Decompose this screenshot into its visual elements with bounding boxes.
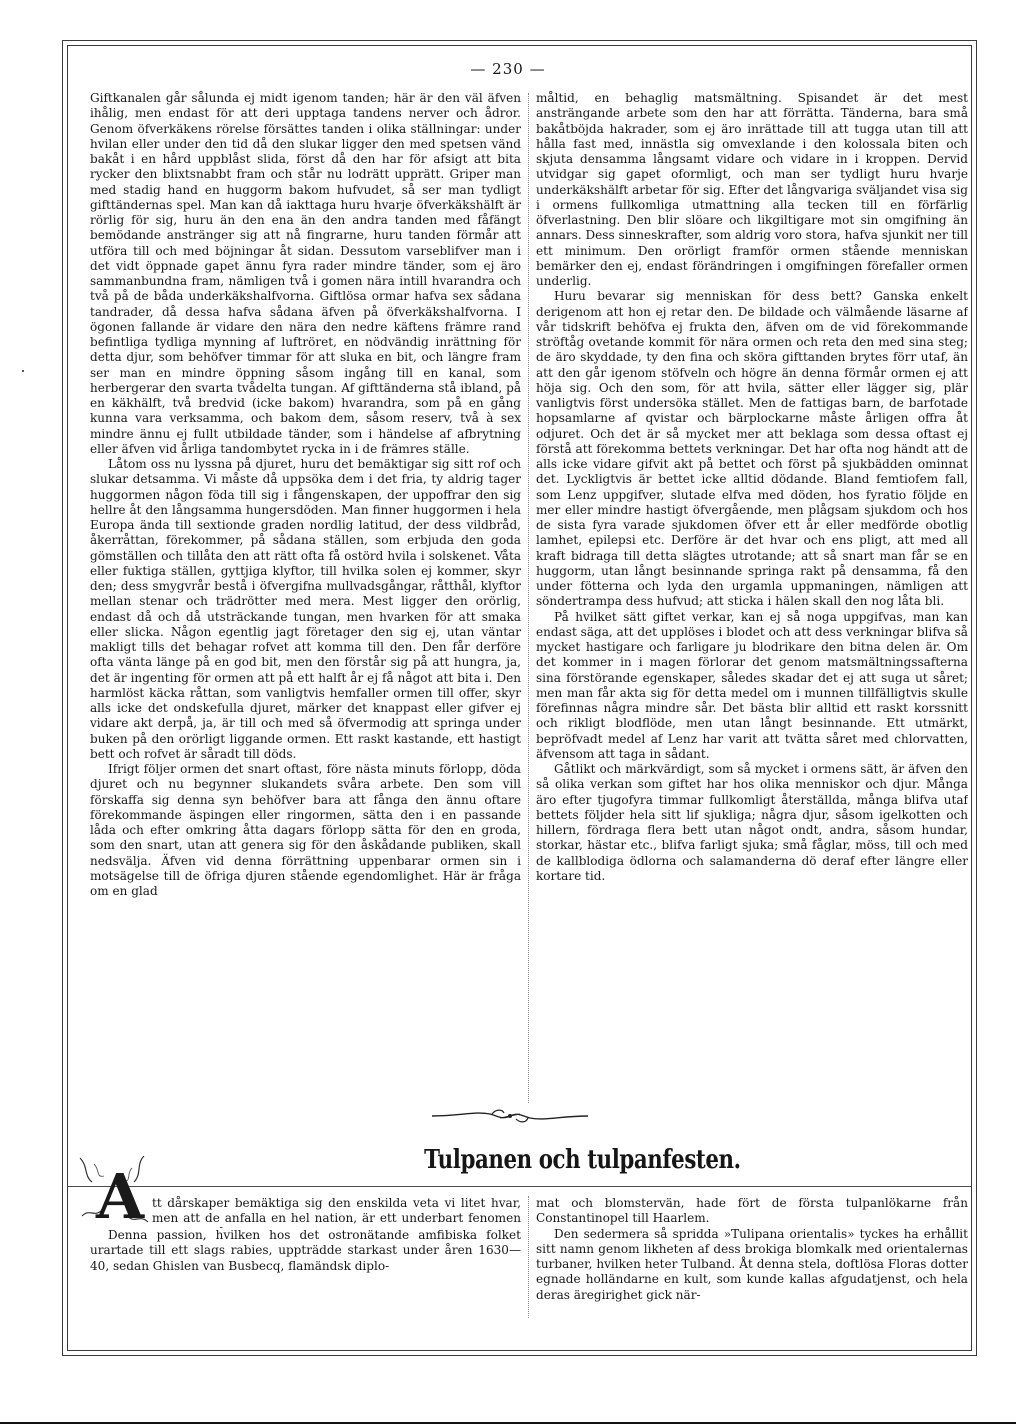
paragraph: Ifrigt följer ormen det snart oftast, före nästa minuts förlopp, döda djuret och nu begynner slukandets svåra arbete. Den som vill förskaffa sig denna syn behöfver bara att fånga den ännu oftare förekommande äspingen eller ringormen, sätta den i en passande låda och efter omkring åtta dagars förlopp sätta för den en groda, som den snart, utan att genera sig för den åskådande publiken, skall nedsvälja. Äfven vid denna förrättning uppenbarar ormen sin i motsägelse till de öfriga djuren stående egendomlighet. Här är fråga om en glad xyxy=(90,762,521,898)
drop-cap-ornament-icon xyxy=(74,1152,156,1232)
paragraph: Denna passion, hvilken hos det ostronätande amfibiska folket urartade till ett slags rabies, uppträdde starkast under åren 1630—40, sedan Ghislen van Busbecq, flamändsk diplo- xyxy=(90,1228,521,1273)
article-left-column xyxy=(90,1228,521,1312)
paragraph: mat och blomstervän, hade fört de första tulpanlökarne från Constantinopel till Haarlem. xyxy=(536,1196,968,1226)
left-column xyxy=(90,91,521,1094)
bottom-edge-rule xyxy=(0,1422,1016,1424)
title-rule xyxy=(67,1186,972,1187)
paragraph: måltid, en behaglig matsmältning. Spisandet är det mest ansträngande arbete som den har att förrätta. Tänderna, bara små bakåtböjda hakrader, som ej äro inrättade till att tugga utan till att hålla fast med, innästla sig omvexlande i den kolossala biten och skjuta densamma långsamt vidare och vidare in i kroppen. Dervid utvidgar sig gapet oformligt, och man ser tydligt huru hvarje underkäkshälft arbetar för sig. Efter det långvariga sväljandet visa sig i ormens fullkomliga utmattning alla tecken till en förfärlig öfverlastning. Den blir slöare och likgiltigare mot sin omgifning än annars. Dess sinneskrafter, som aldrig voro stora, hafva sjunkit ner till ett minimum. Den orörligt framför ormen stående menniskan bemärker den ej, endast förändringen i omgifningen förefaller ormen underlig. xyxy=(536,91,968,288)
paragraph: På hvilket sätt giftet verkar, kan ej så noga uppgifvas, man kan endast säga, att det upplöses i blodet och att dess verkningar blifva så mycket hastigare och farligare ju blodrikare den bitna delen är. Om det kommer in i magen förlorar det genom matsmältningssafterna sina förstörande egenskaper, således skadar det ej att suga ut såret; men man får akta sig för detta medel om i munnen tillfälligtvis skulle förefinnas några mindre sår. Det bästa blir alltid ett raskt korssnitt och rikligt blodflöde, men utan långt besinnande. Ett utmärkt, bepröfvadt medel af Lenz har varit att tvätta såret med chlorvatten, äfvensom att taga in sådant. xyxy=(536,609,968,761)
right-column xyxy=(536,91,968,1121)
article-title: Tulpanen och tulpanfesten. xyxy=(424,1145,741,1175)
svg-text:A: A xyxy=(96,1160,145,1232)
paragraph: Giftkanalen går sålunda ej midt igenom tanden; här är den väl äfven ihålig, men endast för att deri upptaga tandens nerver och ådror. Genom öfverkäkens rörelse försättes tanden i olika ställningar: under hvilan eller under den tid då den slukar ligger den med spetsen vänd bakåt i en hård uppblåst slida, först då den har för afsigt att bita rycker den blixtsnabbt fram och står nu lodrätt upprätt. Griper man med stadig hand en huggorm bakom hufvudet, så ser man tydligt gifttändernas spel. Man kan då iakttaga huru hvarje öfverkäkshälft är rörlig för sig, huru än den ena än den andra tanden med fåfängt bemödande anstränger sig att nå fingrarne, huru tanden förmår att utföra till och med böjningar åt sidan. Dessutom varseblifver man i det vidt öppnade gapet ännu fyra rader mindre tänder, som ej äro sammanbundna fram, nämligen två i gomen nära intill hvarandra och två på de båda underkäkshalfvorna. Giftlösa ormar hafva sex sådana tandrader, då dessa hafva sådana äfven på öfverkäkshalfvorna. I ögonen fallande är vidare den nära den nedre käftens främre rand befintliga tydliga mynning af luftröret, en nödvändig inrättning för detta djur, som behöfver timmar för att sluka en bit, och längre fram ser man en mindre öppning såsom ingång till en kanal, som herbergerar den svarta tvådelta tungan. Af gifttänderna stå ibland, på en käkhälft, två bredvid (icke bakom) hvarandra, som på en gång kunna vara verksamma, och bakom dem, såsom reserv, två à sex mindre ännu ej fullt utbildade tänder, som i händelse af afbrytning eller äfven vid årliga tandombytet rycka in i de främres ställe. xyxy=(90,91,521,456)
column-divider xyxy=(528,1196,529,1318)
page-number: — 230 — xyxy=(470,60,546,78)
article-right-column xyxy=(536,1196,968,1326)
margin-dot xyxy=(22,370,24,372)
paragraph: Låtom oss nu lyssna på djuret, huru det bemäktigar sig sitt rof och slukar detsamma. Vi måste då uppsöka dem i det fria, ty aldrig tager huggormen någon föda till sig i fångenskapen, der uppoffrar den sig hellre åt den långsamma hungersdöden. Man finner huggormen i hela Europa ända till sextionde graden nordlig latitud, der dess vildbråd, åkerråttan, förekommer, på sådana ställen, som erbjuda den goda gömställen och tillåta den att rätt ofta få ostörd hvila i solskenet. Våta eller fuktiga ställen, gyttjiga klyftor, till hvilka solen ej kommer, skyr den; dess smygvrår bestå i öfvergifna mullvadsgångar, råtthål, klyftor mellan stenar och trädrötter med mera. Mest ligger den orörlig, endast då och då utsträckande tungan, men hvarken för att smaka eller slicka. Någon egentlig jagt företager den sig ej, utan väntar makligt tills det behagar rofvet att komma till den. Den får derföre ofta vänta länge på en god bit, men den förstår sig på att hungra, ja, det är ingenting för ormen att på ett halft år ej få något att bita i. Den harmlöst käcka råttan, som vanligtvis hemfaller ormen till offer, skyr alls icke det ondskefulla djuret, märker det knappast eller gifver ej vidare akt derpå, ja, är till och med så öfvermodig att springa under buken på den orörligt liggande ormen. Ett raskt kastande, ett hastigt bett och rofvet är såradt till döds. xyxy=(90,457,521,761)
paragraph: Gåtlikt och märkvärdigt, som så mycket i ormens sätt, är äfven den så olika verkan som giftet har hos olika menniskor och djur. Många äro efter tjugofyra timmar fullkomligt återställda, många blifva utaf bettets följder hela sitt lif sjukliga; några djur, såsom igelkotten och hillern, fördraga flera bett utan något ondt, andra, såsom hundar, storkar, hästar etc., blifva farligt sjuka; små fåglar, möss, till och med de kallblodiga ödlorna och salamanderna dö deraf efter längre eller kortare tid. xyxy=(536,762,968,883)
paragraph: Den sedermera så spridda »Tulipana orientalis» tyckes ha erhållit sitt namn genom likheten af dess brokiga blomkalk med orientalernas turbaner, hvilken heter Tulband. Åt denna stela, doftlösa Floras dotter egnade holländarne en kult, som kunde kallas afgudatjenst, och hela deras äregirighet gick när- xyxy=(536,1226,968,1302)
article-intro xyxy=(152,1196,521,1228)
ornament-divider-icon xyxy=(430,1108,590,1124)
column-divider xyxy=(528,93,529,1103)
paragraph: Huru bevarar sig menniskan för dess bett? Ganska enkelt derigenom att hon ej retar den. De bildade och välmående läsarne af vår tidskrift behöfva ej frukta den, äfven om de vid förekommande ströftåg ovetande kommit för nära ormen och reta den med sina steg; de äro skyddade, ty den fina och sköra gifttanden brytes förr utaf, än att den går igenom stöfveln och högre än denna förmår ormen ej att höja sig. Och den som, för att hvila, sätter eller lägger sig, plär vanligtvis först undersöka stället. Men de fattigas barn, de barfotade hopsamlarne af qvistar och bärplockarne måste årligen offra åt odjuret. Och det är så mycket mer att beklaga som dessa oftast ej förstå att förekomma bettets verkningar. Det har ofta nog händt att de alls icke vidare gifvit akt på bettet och först på sjukbädden ominnat det. Lyckligtvis är bettet icke alltid dödande. Bland femtiofem fall, som Lenz uppgifver, slutade elfva med döden, hos fyratio följde en mer eller mindre hastigt öfvergående, men plågsam sjukdom och hos de sista fyra varade sjukdomen öfver ett år eller medförde obotlig lamhet, epilepsi etc. Derföre är det hvar och ens pligt, att med all kraft bidraga till detta slägtes utrotande; att så snart man får se en huggorm, utan långt besinnande springa rakt på densamma, få den under fötterna och lyda den urgamla uppmaningen, nämligen att söndertrampa dess hufvud; att sticka i hälen skall den nog låta bli. xyxy=(536,289,968,609)
paragraph: tt dårskaper bemäktiga sig den enskilda veta vi litet hvar, men att de anfalla en hel nation, är ett underbart fenomen xyxy=(152,1196,521,1226)
